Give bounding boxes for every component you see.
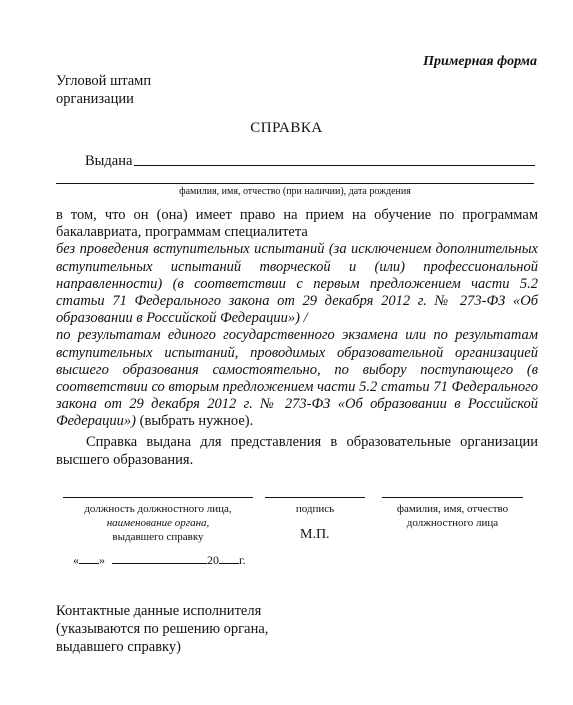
stamp-line-1: Угловой штамп xyxy=(56,73,152,89)
position-caption-line-2: наименование органа, xyxy=(106,517,210,529)
name-caption-line-2: должностного лица xyxy=(406,517,499,529)
contact-info xyxy=(56,602,268,656)
option-with-exams-text: по результатам единого государственного экзамена или по результатам вступительных испытаний, проводимых образовательной организацией высшего образования самостоятельно, по выбору поступающего (в соответствии со вторым предложением части 5.2 статьи 71 Федерального закона от 29 декабря 2012 г. № 273-ФЗ «Об образовании в Российской Федерации») xyxy=(56,327,538,430)
choose-note: (выбрать нужное). xyxy=(136,413,254,430)
corner-stamp xyxy=(56,72,151,108)
date-open-quote: « xyxy=(73,553,79,567)
certificate-body xyxy=(56,207,538,431)
date-field xyxy=(73,553,246,568)
name-caption-line-1: фамилия, имя, отчество xyxy=(396,503,509,515)
signature-caption: подпись xyxy=(295,503,335,515)
option-without-exams: без проведения вступительных испытаний (за исключением дополнительных вступительных испытаний творческой и (или) профессиональной направленности) (в соответствии с первым предложением части 5.2 статьи 71 Федерального закона от 29 декабря 2012 г. № 273-ФЗ «Об образовании в Российской Федерации») / xyxy=(56,241,538,327)
purpose-note: Справка выдана для представления в образовательные организации высшего образования. xyxy=(56,434,538,468)
month-blank xyxy=(112,563,207,564)
name-line xyxy=(382,497,523,498)
issued-to-label: Выдана xyxy=(85,153,133,169)
year-blank xyxy=(219,563,239,564)
issued-to-line-2 xyxy=(56,183,534,184)
year-suffix: г. xyxy=(239,553,246,567)
signature-line xyxy=(265,497,365,498)
date-close-quote: » xyxy=(99,553,105,567)
document-title: СПРАВКА xyxy=(250,120,323,136)
seal-placeholder: М.П. xyxy=(300,527,330,542)
contact-line-1: Контактные данные исполнителя xyxy=(56,603,262,619)
option-with-exams xyxy=(56,327,538,430)
position-caption-line-1: должность должностного лица, xyxy=(84,503,232,515)
day-blank xyxy=(79,563,99,564)
sample-form-label: Примерная форма xyxy=(423,54,537,69)
position-line xyxy=(63,497,253,498)
issued-to-caption: фамилия, имя, отчество (при наличии), дата рождения xyxy=(179,186,411,197)
position-caption-line-3: выдавшего справку xyxy=(112,531,204,543)
position-caption xyxy=(63,502,253,544)
contact-line-2: (указываются по решению органа, xyxy=(56,621,269,637)
intro-paragraph: в том, что он (она) имеет право на прием на обучение по программам бакалавриата, программам специалитета xyxy=(56,207,538,241)
name-caption xyxy=(382,502,523,530)
stamp-line-2: организации xyxy=(56,91,134,107)
year-prefix: 20 xyxy=(207,553,219,567)
issued-to-line-1 xyxy=(134,165,535,166)
contact-line-3: выдавшего справку) xyxy=(56,639,181,655)
